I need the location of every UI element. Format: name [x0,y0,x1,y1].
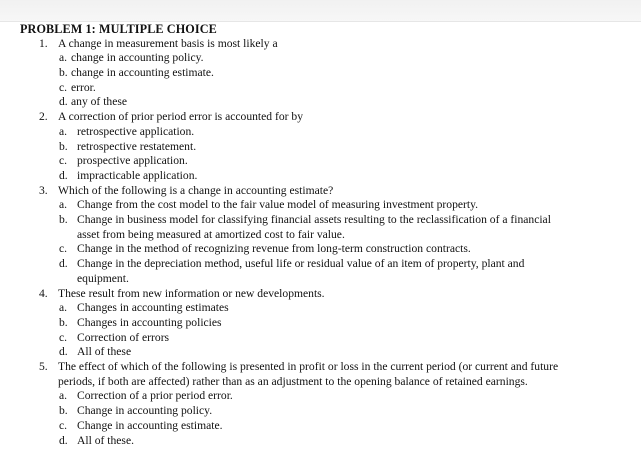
question-number: 2. [39,110,48,124]
question-number: 3. [39,183,48,197]
question-2 [0,110,641,183]
option-letter: c. [59,154,68,168]
option-text: change in accounting estimate. [71,66,214,80]
question-text-continued: periods, if both are affected) rather than as an adjustment to the opening balance of retained earnings. [58,374,528,388]
option-c [0,331,641,346]
question-text: Which of the following is a change in accounting estimate? [58,183,334,197]
option-c [0,242,641,257]
option-d [0,257,641,272]
option-text: Correction of errors [77,330,170,344]
option-text: error. [71,80,96,94]
option-letter: b. [59,139,68,153]
option-b [0,213,641,228]
option-letter: a. [59,389,68,403]
question-number: 1. [39,36,48,50]
option-text-continued: equipment. [77,271,129,285]
option-d [0,95,641,110]
option-text: Change in business model for classifying financial assets resulting to the reclassification of a financial [77,213,551,227]
option-a [0,51,641,66]
option-text: Change in accounting estimate. [77,418,223,432]
option-a [0,198,641,213]
question-4 [0,287,641,360]
option-b [0,404,641,419]
option-d [0,169,641,184]
option-letter: b. [59,66,68,80]
question-line [0,110,641,125]
option-letter: d. [59,168,68,182]
option-text: Change in the depreciation method, useful life or residual value of an item of property, plant and [77,257,525,271]
option-letter: c. [59,242,68,256]
question-number: 5. [39,360,48,374]
option-d-continued [0,272,641,287]
option-text: retrospective application. [77,124,195,138]
option-letter: c. [59,330,68,344]
question-number: 4. [39,286,48,300]
option-text: Change from the cost model to the fair value model of measuring investment property. [77,198,479,212]
option-letter: b. [59,213,68,227]
option-letter: a. [59,51,68,65]
option-letter: d. [59,257,68,271]
option-letter: a. [59,198,68,212]
question-text: A correction of prior period error is accounted for by [58,110,303,124]
option-text: retrospective restatement. [77,139,197,153]
question-text: A change in measurement basis is most likely a [58,36,278,50]
option-text: impracticable application. [77,168,198,182]
option-a [0,301,641,316]
option-text: any of these [71,95,128,109]
option-letter: b. [59,404,68,418]
question-text: These result from new information or new developments. [58,286,325,300]
option-d [0,434,641,449]
option-b-continued [0,228,641,243]
question-line [0,360,641,375]
option-text: change in accounting policy. [71,51,204,65]
question-1 [0,37,641,110]
option-d [0,345,641,360]
option-c [0,419,641,434]
question-line [0,37,641,52]
option-text: Change in the method of recognizing revenue from long-term construction contracts. [77,242,471,256]
option-c [0,154,641,169]
option-letter: d. [59,433,68,447]
question-line-continued [0,375,641,390]
option-a [0,125,641,140]
option-text: Changes in accounting policies [77,315,222,329]
question-line [0,184,641,199]
option-text: Changes in accounting estimates [77,301,229,315]
question-5 [0,360,641,448]
question-text: The effect of which of the following is presented in profit or loss in the current period (or current and future [58,360,559,374]
option-text: prospective application. [77,154,188,168]
option-letter: d. [59,95,68,109]
question-line [0,287,641,302]
question-3 [0,184,641,287]
option-text: All of these. [77,433,134,447]
option-a [0,389,641,404]
option-text: Change in accounting policy. [77,404,213,418]
option-letter: c. [59,418,68,432]
page-heading: PROBLEM 1: MULTIPLE CHOICE [20,22,217,36]
option-letter: c. [59,80,68,94]
option-b [0,66,641,81]
option-text: Correction of a prior period error. [77,389,233,403]
option-letter: d. [59,345,68,359]
option-text: All of these [77,345,132,359]
option-letter: a. [59,124,68,138]
option-b [0,316,641,331]
viewer-top-bar [0,0,641,22]
option-b [0,140,641,155]
option-letter: b. [59,315,68,329]
option-letter: a. [59,301,68,315]
option-text-continued: asset from being measured at amortized cost to fair value. [77,227,345,241]
option-c [0,81,641,96]
